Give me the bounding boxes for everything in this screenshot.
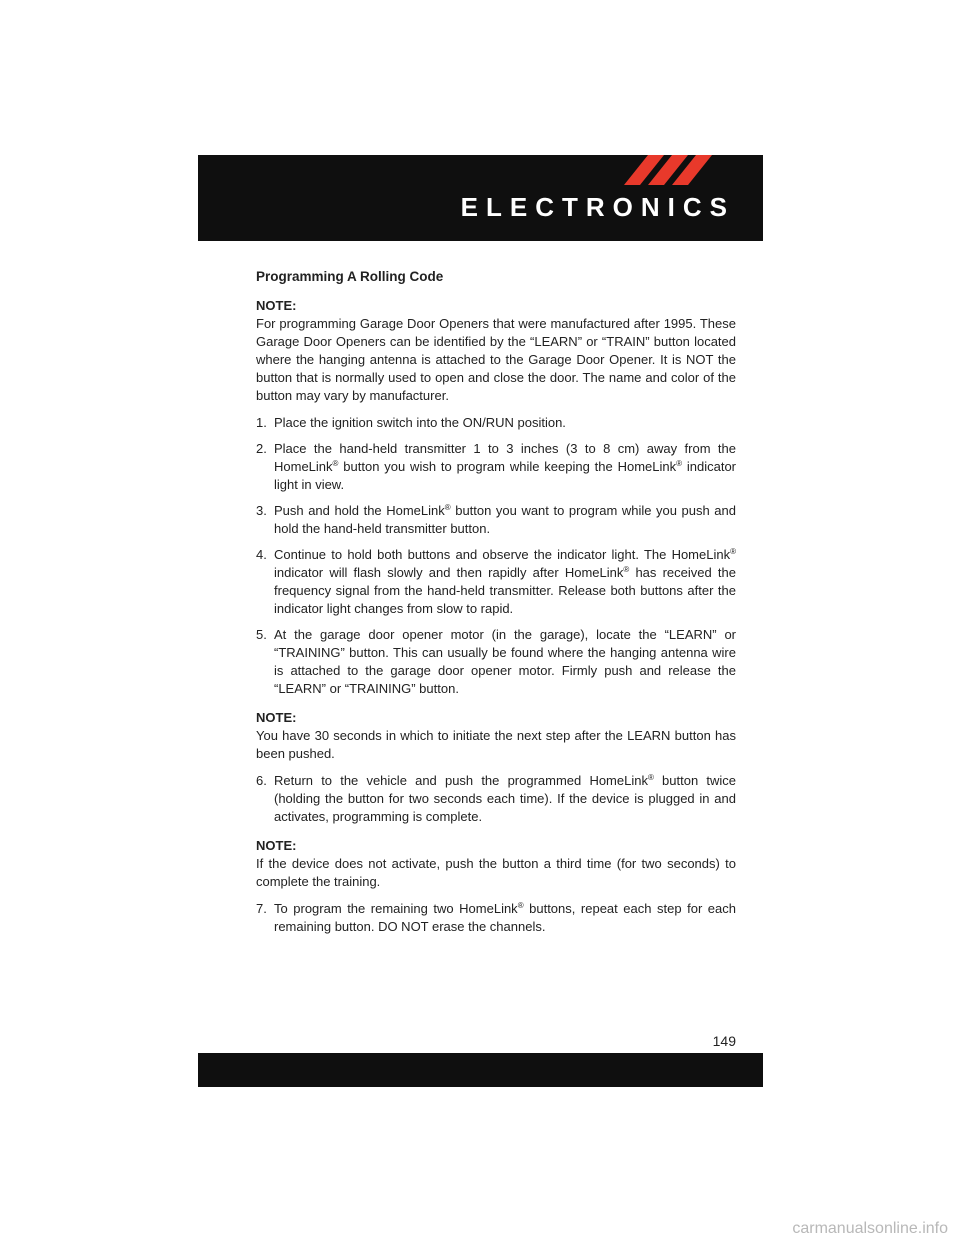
registered-mark: ® (730, 547, 736, 556)
step-text: At the garage door opener motor (in the garage), locate the “LEARN” or “TRAINING” button. This can usually be found where the hanging antenna wire is attached to the garage door opener motor. Firmly push and release the “LEARN” or “TRAINING” button. (274, 627, 736, 696)
step-item (256, 900, 736, 936)
note-text: If the device does not activate, push the button a third time (for two seconds) to complete the training. (256, 856, 736, 889)
note-text: For programming Garage Door Openers that were manufactured after 1995. These Garage Door Openers can be identified by the “LEARN” or “TRAIN” button located where the hanging antenna is attached to the Garage Door Opener. It is NOT the button that is normally used to open and close the door. The name and color of the button may vary by manufacturer. (256, 316, 736, 403)
section-title: ELECTRONICS (460, 192, 735, 222)
note-label: NOTE: (256, 298, 297, 313)
step-item (256, 440, 736, 494)
note-label: NOTE: (256, 838, 297, 853)
step-number: 7. (256, 901, 267, 916)
step-number: 3. (256, 503, 267, 518)
note-label: NOTE: (256, 710, 297, 725)
watermark-text: carmanualsonline.info (792, 1220, 948, 1237)
steps-list (256, 772, 736, 826)
step-number: 6. (256, 773, 267, 788)
note-text: You have 30 seconds in which to initiate the next step after the LEARN button has been pushed. (256, 728, 736, 761)
page-content (256, 268, 736, 944)
step-text: has received the frequency signal from the hand-held transmitter. Release both buttons after the indicator light changes from slow to rapid. (274, 565, 736, 616)
step-item (256, 414, 736, 432)
step-text: indicator light in view. (274, 459, 737, 492)
step-item (256, 772, 736, 826)
registered-mark: ® (444, 503, 451, 512)
step-text: Continue to hold both buttons and observe the indicator light. The HomeLink (274, 547, 731, 562)
step-item (256, 626, 736, 698)
registered-mark: ® (332, 459, 339, 468)
step-text: button you want to program while you push and hold the hand-held transmitter button. (274, 503, 736, 536)
step-text: button you wish to program while keeping the HomeLink (338, 459, 677, 474)
step-text: Place the ignition switch into the ON/RUN position. (274, 415, 566, 430)
step-text: Place the hand-held transmitter 1 to 3 inches (3 to 8 cm) away from the HomeLink (274, 441, 736, 474)
step-item (256, 546, 736, 618)
step-number: 2. (256, 441, 267, 456)
steps-list (256, 900, 736, 936)
registered-mark: ® (647, 773, 654, 782)
step-text: Push and hold the HomeLink (274, 503, 445, 518)
registered-mark: ® (676, 459, 683, 468)
footer-bar (198, 1053, 763, 1087)
step-text: button twice (holding the button for two seconds each time). If the device is plugged in and activates, programming is complete. (274, 773, 736, 824)
step-text: indicator will flash slowly and then rapidly after HomeLink (274, 565, 624, 580)
step-number: 1. (256, 415, 267, 430)
step-number: 4. (256, 547, 267, 562)
page-number: 149 (712, 1033, 736, 1049)
step-text: buttons, repeat each step for each remaining button. DO NOT erase the channels. (274, 901, 736, 934)
registered-mark: ® (517, 901, 524, 910)
step-text: Return to the vehicle and push the programmed HomeLink (274, 773, 648, 788)
registered-mark: ® (623, 565, 630, 574)
steps-list (256, 414, 736, 698)
step-number: 5. (256, 627, 267, 642)
section-header-bar (198, 155, 763, 241)
procedure-heading: Programming A Rolling Code (256, 269, 444, 284)
step-text: To program the remaining two HomeLink (274, 901, 518, 916)
step-item (256, 502, 736, 538)
